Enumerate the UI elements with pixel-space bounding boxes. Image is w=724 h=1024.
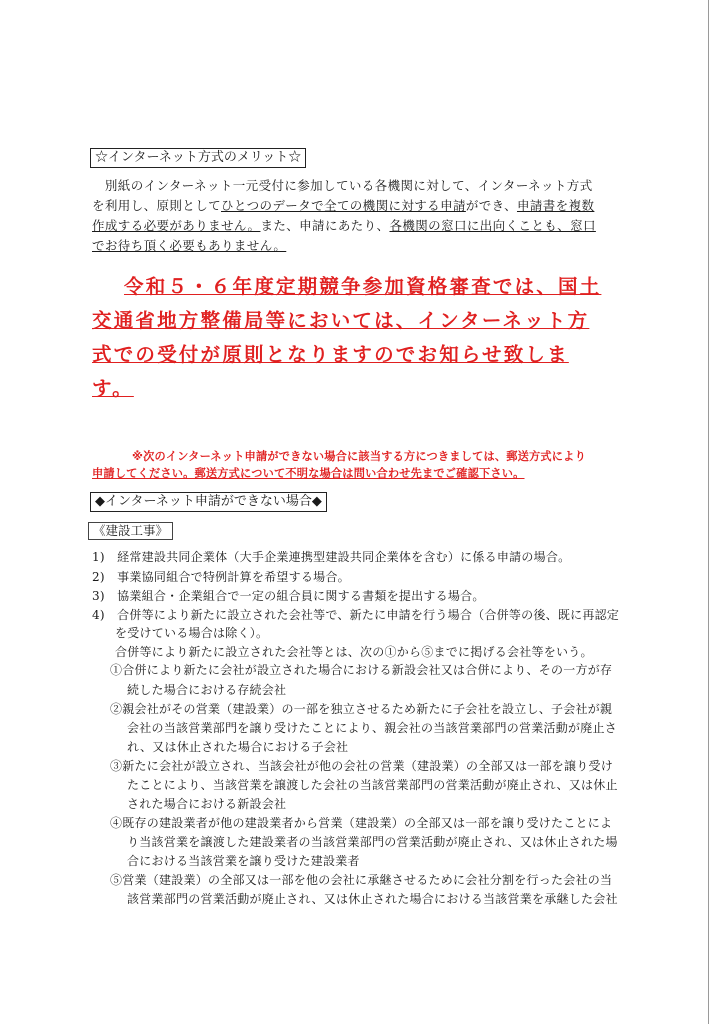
list-item: ④既存の建設業者が他の建設業者から営業（建設業）の全部又は一部を譲り受けたことによ (110, 816, 613, 830)
list-item: を受けている場合は除く）。 (115, 626, 269, 640)
notice-line-1: 令和５・６年度定期競争参加資格審査では、国土 (124, 275, 602, 298)
cannot-apply-heading: ◆インターネット申請ができない場合◆ (90, 492, 327, 512)
list-item: ③新たに会社が設立され、当該会社が他の会社の営業（建設業）の全部又は一部を譲り受け (110, 759, 613, 773)
merit-line-4 (92, 236, 627, 256)
merit-heading: ☆インターネット方式のメリット☆ (90, 148, 306, 168)
list-item: 4) 合併等により新たに設立された会社等で、新たに申請を行う場合（合併等の後、既に再認定 (92, 608, 620, 622)
merit-line-3: 作成する必要がありません。また、申請にあたり、各機関の窓口に出向くことも、窓口 (92, 218, 596, 233)
merit-underline-4: 各機関の窓口に出向くことも、窓口 (389, 218, 596, 233)
postal-line-1: ※次のインターネット申請ができない場合に該当する方につきましては、郵送方式により (132, 450, 586, 463)
list-item: ①合併により新たに会社が設立された場合における新設会社又は合併により、その一方が存 (110, 663, 613, 677)
merit-underline-2: 申請書を複数 (516, 198, 595, 213)
list-item: 合における当該営業を譲り受けた建設業者 (127, 854, 360, 868)
merit-line-1: 別紙のインターネット一元受付に参加している各機関に対して、インターネット方式 (92, 178, 593, 193)
list-item: 1) 経常建設共同企業体（大手企業連携型建設共同企業体を含む）に係る申請の場合。 (92, 550, 571, 564)
list-item: り当該営業を譲渡した建設業者の当該営業部門の営業活動が廃止され、又は休止された場 (127, 835, 618, 849)
notice-line-4: す。 (92, 377, 134, 400)
construction-subheading: 《建設工事》 (88, 522, 173, 540)
merit-paragraph (92, 176, 627, 256)
list-item: 3) 協業組合・企業組合で一定の組合員に関する書類を提出する場合。 (92, 589, 485, 603)
list-item: 会社の当該営業部門を譲り受けたことにより、親会社の当該営業部門の営業活動が廃止さ (127, 721, 618, 735)
notice-line-3: 式での受付が原則となりますのでお知らせ致しま (92, 343, 569, 366)
merit-underline-5: でお待ち頂く必要もありません。 (92, 238, 287, 253)
list-item: ⑤営業（建設業）の全部又は一部を他の会社に承継させるために会社分割を行った会社の当 (110, 873, 613, 887)
list-item: された場合における新設会社 (127, 797, 287, 811)
list-item: 合併等により新たに設立された会社等とは、次の①から⑤までに掲げる会社等をいう。 (115, 645, 593, 659)
merit-underline-3: 作成する必要がありません。 (92, 218, 261, 233)
list-item: 続した場合における存続会社 (127, 683, 287, 697)
notice-line-2: 交通省地方整備局等においては、インターネット方 (92, 309, 590, 332)
page-edge-line (708, 0, 709, 1024)
postal-notice (92, 448, 627, 482)
list-item: 該営業部門の営業活動が廃止され、又は休止された場合における当該営業を承継した会社 (127, 892, 618, 906)
list-item: ②親会社がその営業（建設業）の一部を独立させるため新たに子会社を設立し、子会社が親 (110, 702, 613, 716)
internet-notice (92, 270, 622, 406)
merit-underline-1: ひとつのデータで全ての機関に対する申請 (221, 198, 466, 213)
list-item: たことにより、当該営業を譲渡した会社の当該営業部門の営業活動が廃止され、又は休止 (127, 778, 618, 792)
list-item: れ、又は休止された場合における子会社 (127, 740, 349, 754)
list-item: 2) 事業協同組合で特例計算を希望する場合。 (92, 570, 350, 584)
postal-line-2: 申請してください。郵送方式について不明な場合は問い合わせ先までご確認下さい。 (92, 467, 525, 480)
merit-line-2: を利用し、原則としてひとつのデータで全ての機関に対する申請ができ、申請書を複数 (92, 198, 595, 213)
